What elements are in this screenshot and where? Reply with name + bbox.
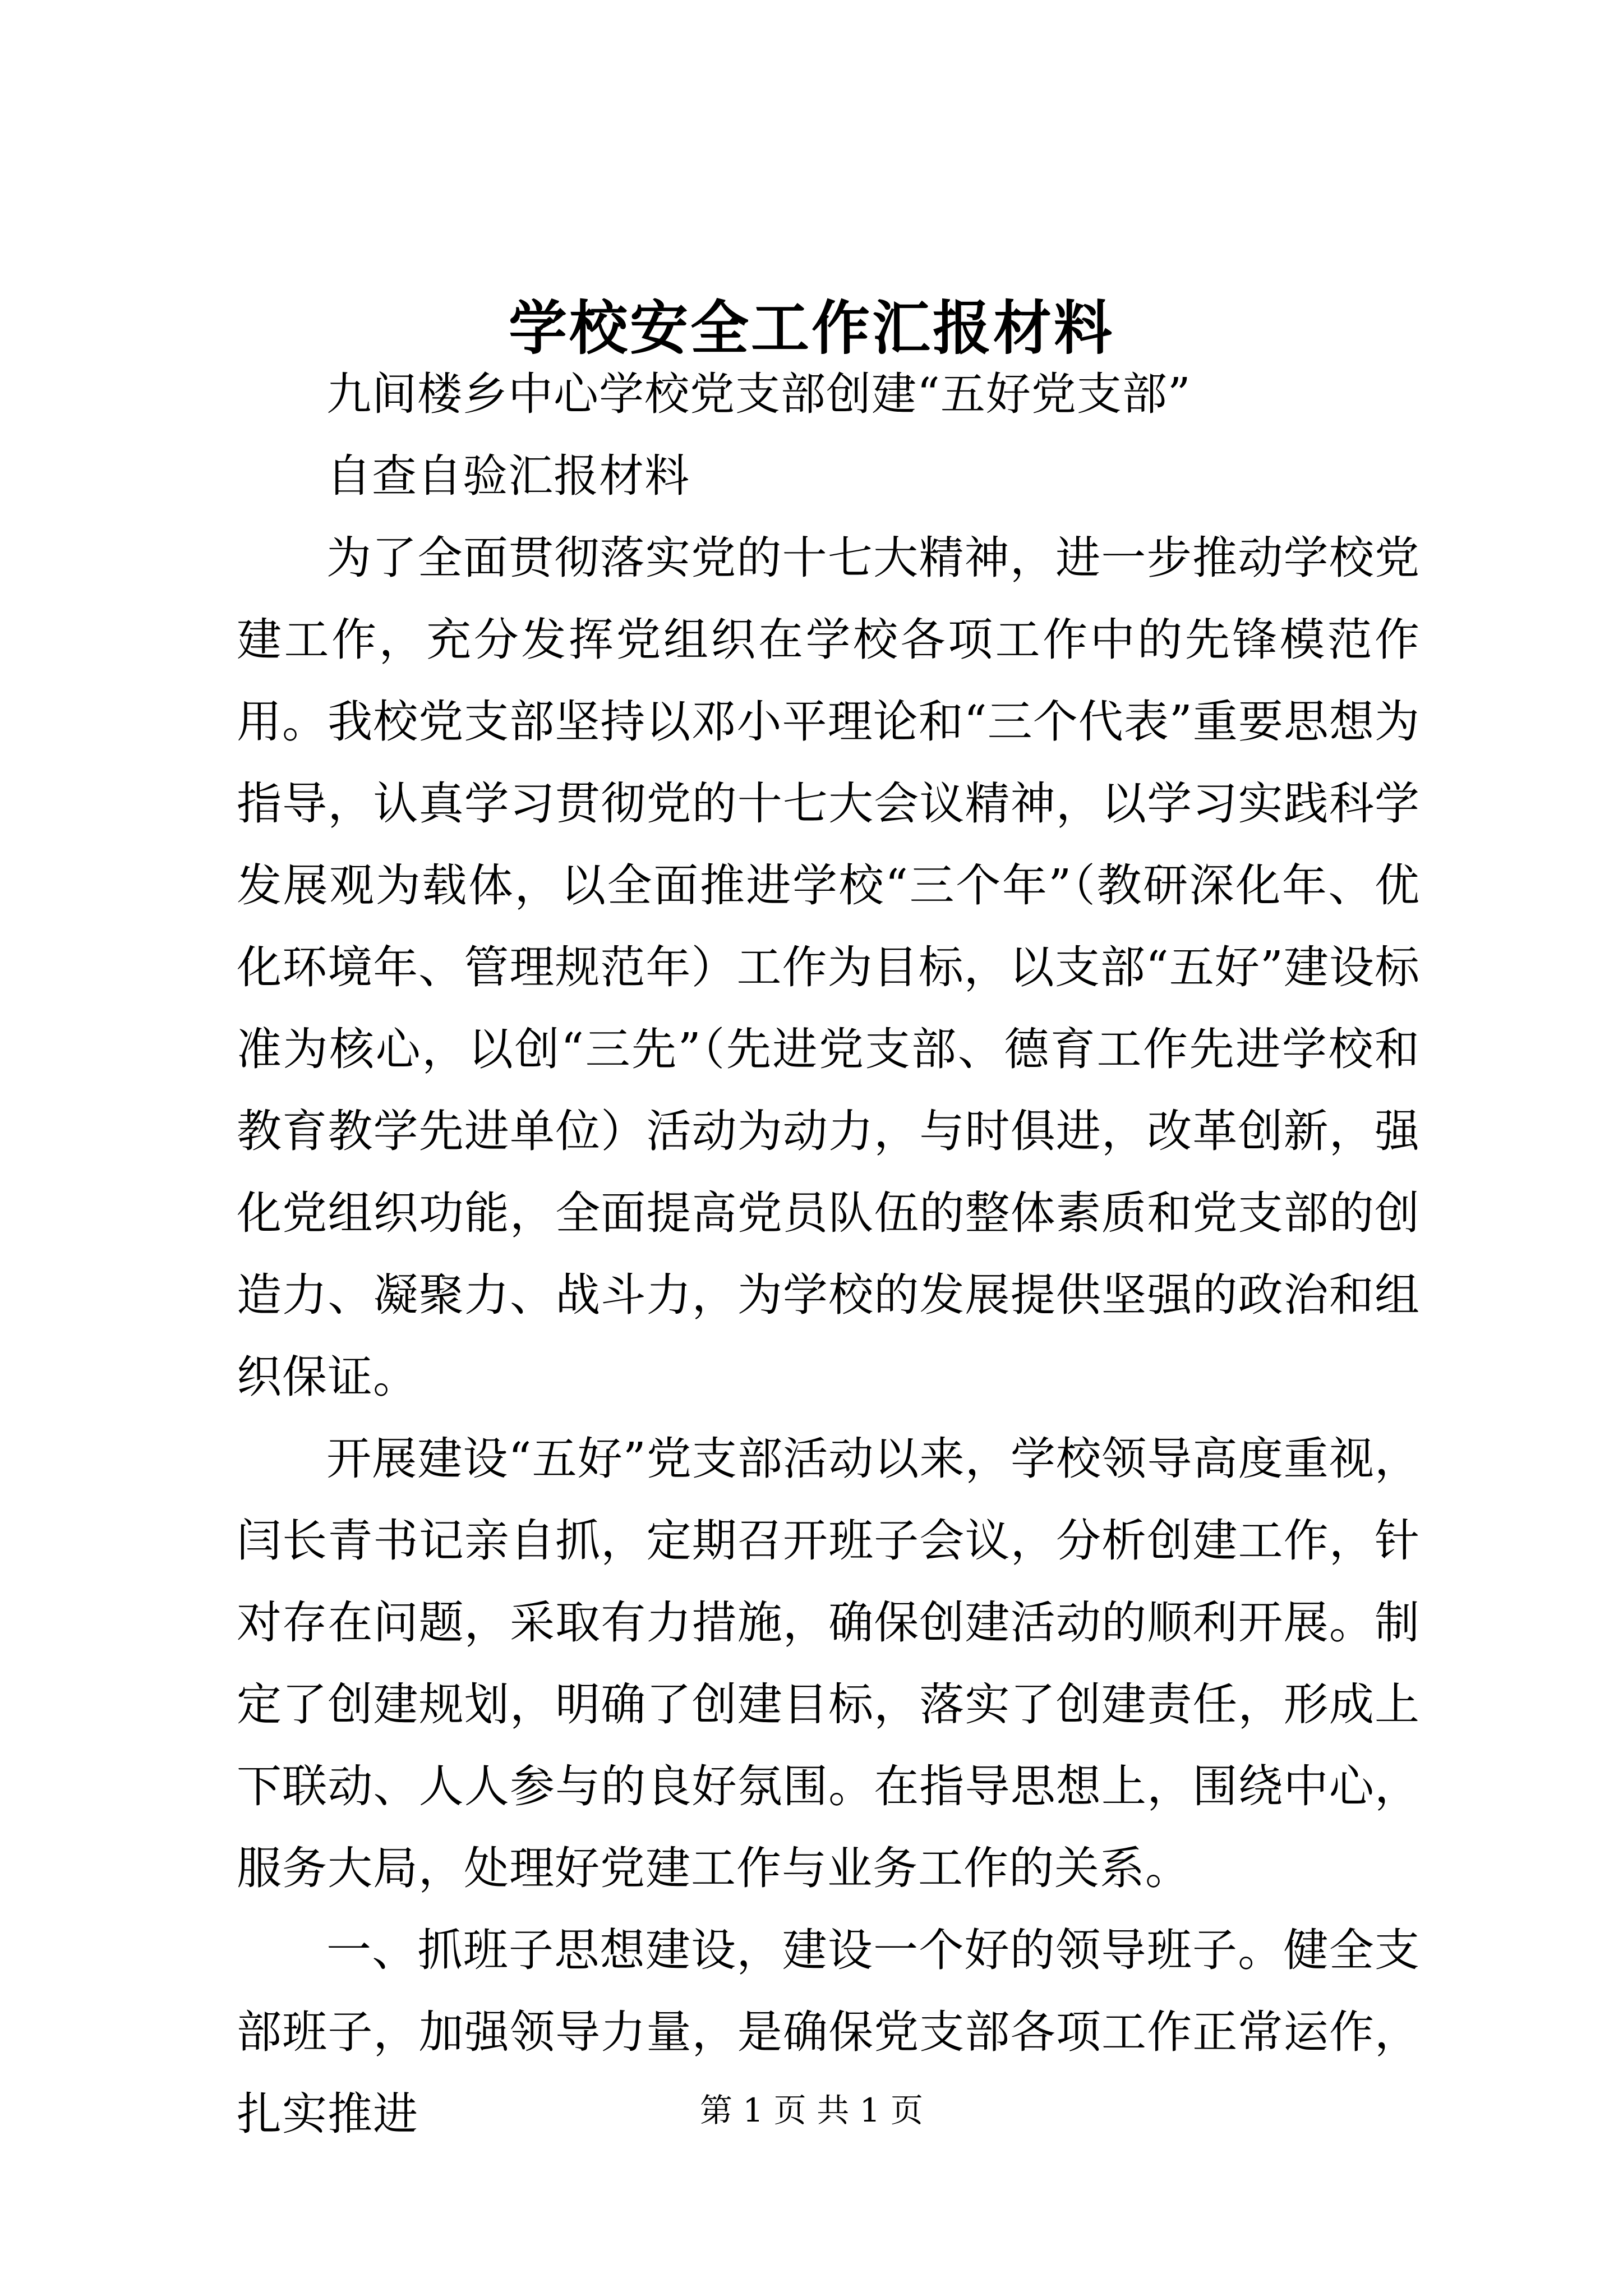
subtitle-line-1: 九间楼乡中心学校党支部创建“五好党支部” bbox=[326, 368, 1191, 420]
body-paragraph: 一、抓班子思想建设，建设一个好的领导班子。健全支部班子，加强领导力量，是确保党支部各项工作正常运作，扎实推进 bbox=[237, 1924, 1420, 2140]
document-body bbox=[237, 353, 1420, 2155]
subtitle-line-2: 自查自验汇报材料 bbox=[326, 450, 690, 502]
page-footer: 第 1 页 共 1 页 bbox=[700, 2091, 923, 2129]
body-paragraph: 为了全面贯彻落实党的十七大精神，进一步推动学校党建工作，充分发挥党组织在学校各项工作中的先锋模范作用。我校党支部坚持以邓小平理论和“三个代表”重要思想为指导，认真学习贯彻党的十七大会议精神，以学习实践科学发展观为载体，以全面推进学校“三个年”（教研深化年、优化环境年、管理规范年）工作为目标，以支部“五好”建设标准为核心，以创“三先”（先进党支部、德育工作先进学校和教育教学先进单位）活动为动力，与时俱进，改革创新，强化党组织功能，全面提高党员队伍的整体素质和党支部的创造力、凝聚力、战斗力，为学校的发展提供坚强的政治和组织保证。 bbox=[237, 532, 1420, 1403]
body-paragraph: 开展建设“五好”党支部活动以来，学校领导高度重视，闫长青书记亲自抓，定期召开班子会议，分析创建工作，针对存在问题，采取有力措施，确保创建活动的顺利开展。制定了创建规划，明确了创建目标，落实了创建责任，形成上下联动、人人参与的良好氛围。在指导思想上，围绕中心，服务大局，处理好党建工作与业务工作的关系。 bbox=[237, 1433, 1420, 1894]
document-title: 学校安全工作汇报材料 bbox=[508, 293, 1114, 362]
